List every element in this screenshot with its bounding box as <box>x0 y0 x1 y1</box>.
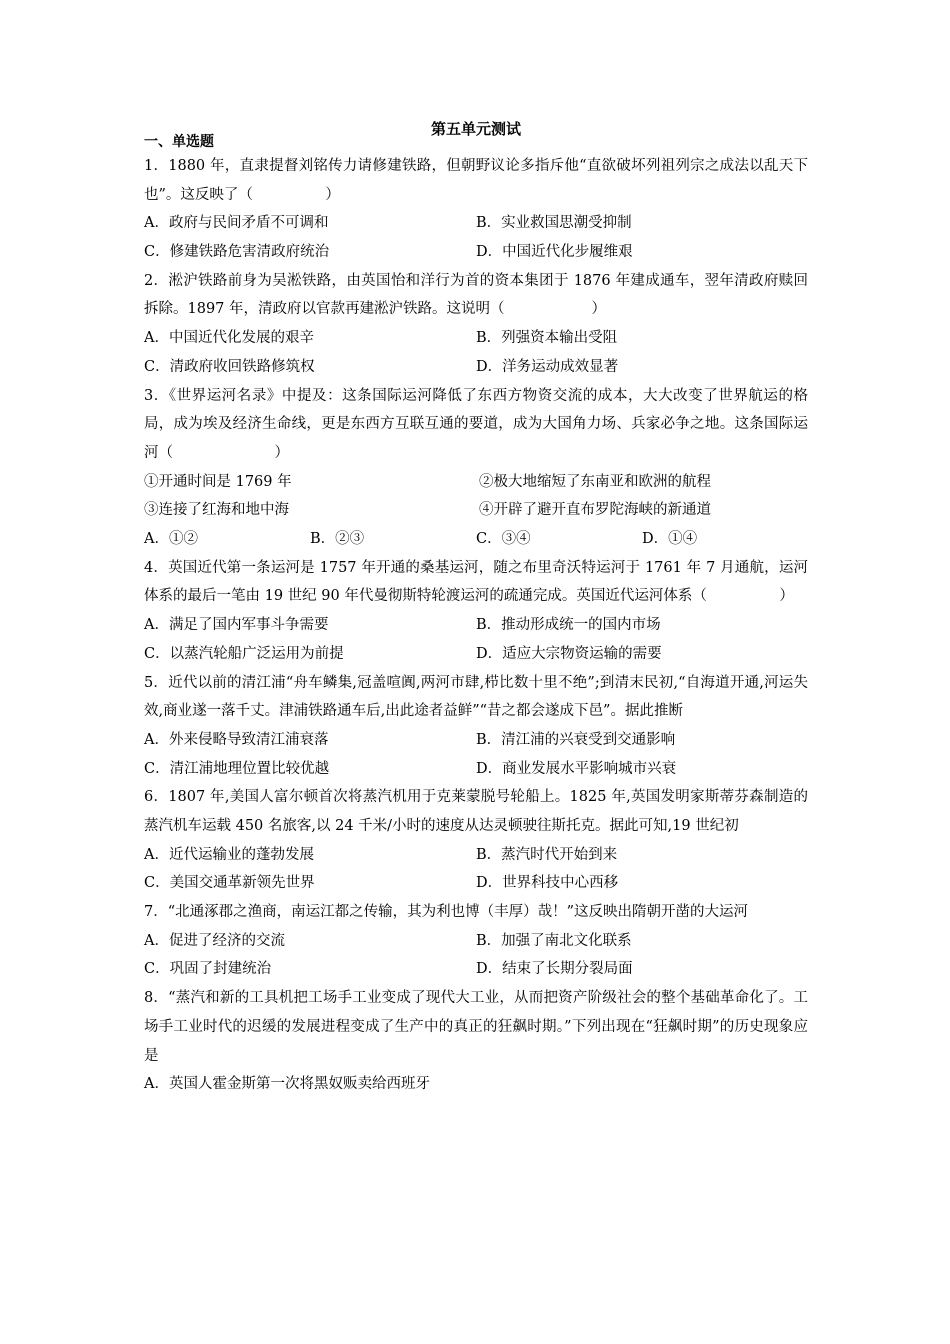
question-4-options-row-2 <box>144 640 808 669</box>
question-5-option-a: A．外来侵略导致清江浦衰落 <box>144 731 329 748</box>
question-2-option-b: B．列强资本输出受阻 <box>476 330 618 347</box>
question-3-statements-row-2 <box>144 496 808 525</box>
question-7-options-row-2 <box>144 955 808 984</box>
question-4-options-row-1 <box>144 611 808 640</box>
question-3-option-a: A．①② <box>144 531 198 548</box>
question-3-statement-2: ②极大地缩短了东南亚和欧洲的航程 <box>479 473 711 490</box>
question-6-option-c: C．美国交通革新领先世界 <box>144 875 315 892</box>
question-6-options-row-2 <box>144 869 808 898</box>
question-7-option-b: B．加强了南北文化联系 <box>476 932 632 949</box>
question-6-option-b: B．蒸汽时代开始到来 <box>476 846 618 863</box>
document-page <box>144 110 808 1099</box>
question-1-options-row-2 <box>144 238 808 267</box>
question-4-option-d: D．适应大宗物资运输的需要 <box>476 645 662 662</box>
question-5-options-row-2 <box>144 755 808 784</box>
question-6-options-row-1 <box>144 841 808 870</box>
question-1-option-c: C．修建铁路危害清政府统治 <box>144 244 330 261</box>
question-6-option-d: D．世界科技中心西移 <box>476 875 619 892</box>
question-4-option-b: B．推动形成统一的国内市场 <box>476 617 661 634</box>
question-1-option-b: B．实业救国思潮受抑制 <box>476 215 632 232</box>
question-2-option-a: A．中国近代化发展的艰辛 <box>144 330 314 347</box>
question-3-statements-row-1 <box>144 468 808 497</box>
page-title: 第五单元测试 <box>430 120 521 138</box>
question-3-option-d: D．①④ <box>642 531 698 548</box>
question-2-options-row-2 <box>144 353 808 382</box>
question-5-options-row-1 <box>144 726 808 755</box>
question-5-option-b: B．清江浦的兴衰受到交通影响 <box>476 731 676 748</box>
question-4-option-c: C．以蒸汽轮船广泛运用为前提 <box>144 645 344 662</box>
question-7-option-d: D．结束了长期分裂局面 <box>476 961 633 978</box>
question-1-option-a: A．政府与民间矛盾不可调和 <box>144 215 329 232</box>
question-7-options-row-1 <box>144 927 808 956</box>
question-3-option-b: B．②③ <box>310 531 365 548</box>
section-heading: 一、单选题 <box>144 134 214 150</box>
question-5-option-c: C．清江浦地理位置比较优越 <box>144 760 330 777</box>
question-8-option-a: A．英国人霍金斯第一次将黑奴贩卖给西班牙 <box>144 1076 430 1093</box>
question-2-option-c: C．清政府收回铁路修筑权 <box>144 358 315 375</box>
question-3-statement-3: ③连接了红海和地中海 <box>144 502 289 519</box>
question-2-options-row-1 <box>144 324 808 353</box>
question-1-stem: 1．1880 年，直隶提督刘铭传力请修建铁路，但朝野议论多指斥他“直欲破坏列祖列宗之成法以乱天下也”。这反映了（ ） <box>144 158 808 203</box>
question-5-option-d: D．商业发展水平影响城市兴衰 <box>476 760 677 777</box>
question-7-option-c: C．巩固了封建统治 <box>144 961 272 978</box>
question-3-statement-4: ④开辟了避开直布罗陀海峡的新通道 <box>479 502 711 519</box>
question-7-option-a: A．促进了经济的交流 <box>144 932 285 949</box>
question-6-option-a: A．近代运输业的蓬勃发展 <box>144 846 314 863</box>
question-2-option-d: D．洋务运动成效显著 <box>476 358 619 375</box>
question-7-stem: 7．“北通涿郡之渔商，南运江都之传输，其为利也博（丰厚）哉！”这反映出隋朝开凿的大运河 <box>144 904 749 921</box>
question-1-options-row-1 <box>144 209 808 238</box>
question-4-option-a: A．满足了国内军事斗争需要 <box>144 617 329 634</box>
question-2-stem: 2．淞沪铁路前身为吴淞铁路，由英国怡和洋行为首的资本集团于 1876 年建成通车，翌年清政府赎回拆除。1897 年，清政府以官款再建淞沪铁路。这说明（ ） <box>144 272 808 318</box>
question-4-stem: 4．英国近代第一条运河是 1757 年开通的桑基运河，随之布里奇沃特运河于 1761 年 7 月通航，运河体系的最后一笔由 19 世纪 90 年代曼彻斯特轮渡运河的疏通完成。英国近代运河体系（ ） <box>144 559 808 605</box>
question-8-stem: 8．“蒸汽和新的工具机把工场手工业变成了现代大工业，从而把资产阶级社会的整个基础革命化了。工场手工业时代的迟缓的发展进程变成了生产中的真正的狂飙时期。”下列出现在“狂飙时期”的历史现象应是 <box>144 990 808 1064</box>
question-3-statement-1: ①开通时间是 1769 年 <box>144 473 292 490</box>
question-3-stem: 3．《世界运河名录》中提及：这条国际运河降低了东西方物资交流的成本，大大改变了世界航运的格局，成为埃及经济生命线，更是东西方互联互通的要道，成为大国角力场、兵家必争之地。这条国际运河（ ） <box>144 387 808 461</box>
question-5-stem: 5．近代以前的清江浦“舟车鳞集,冠盖喧阗,两河市肆,栉比数十里不绝”;到清末民初,“自海道开通,河运失效,商业遂一落千丈。津浦铁路通车后,出此途者益鲜”“昔之都会遂成下邑”。据此推断 <box>144 674 808 720</box>
question-3-option-c: C．③④ <box>476 531 531 548</box>
question-6-stem: 6．1807 年,美国人富尔顿首次将蒸汽机用于克莱蒙脱号轮船上。1825 年,英国发明家斯蒂芬森制造的蒸汽机车运载 450 名旅客,以 24 千米/小时的速度从达灵顿驶往斯托克。据此可知,19 世纪初 <box>144 789 808 834</box>
question-1-option-d: D．中国近代化步履维艰 <box>476 244 633 261</box>
question-3-options-row <box>144 525 808 554</box>
